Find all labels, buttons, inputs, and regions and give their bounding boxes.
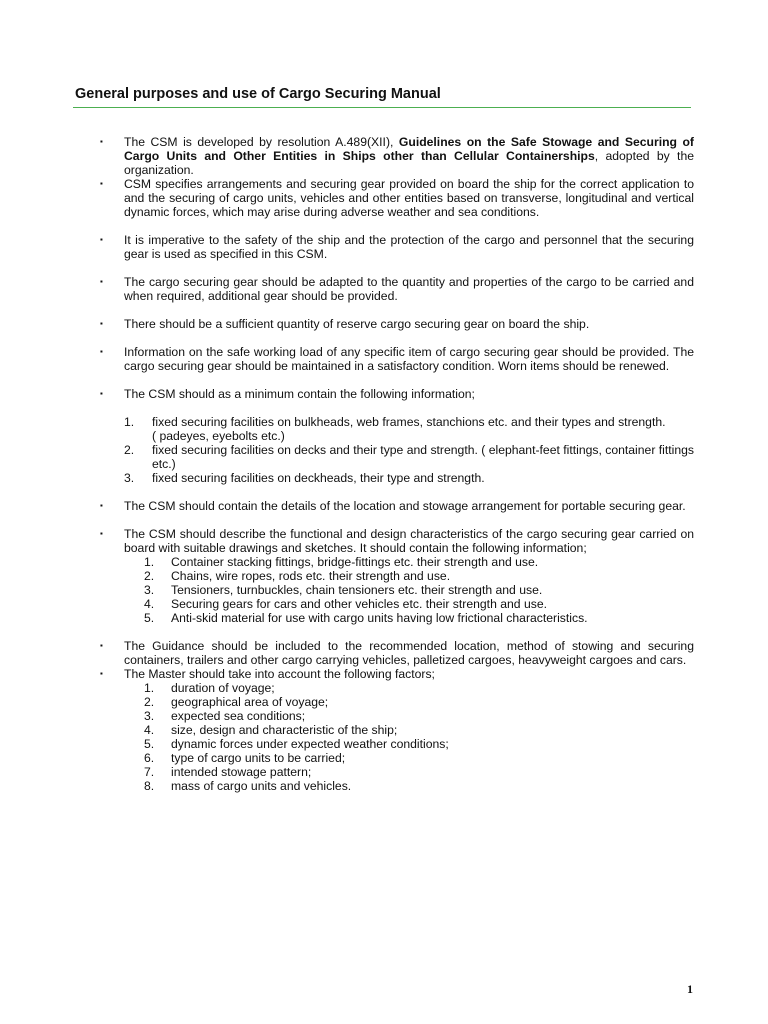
bullet-item [100, 387, 694, 401]
bullet-text: CSM specifies arrangements and securing gear provided on board the ship for the correct application to and the securing of cargo units, vehicles and other entities based on transverse, longitudinal and vertical dynamic forces, which may arise during adverse weather and sea conditions. [124, 177, 694, 219]
list-number: 5. [144, 737, 155, 751]
bullet-marker-icon: ▪ [100, 529, 103, 538]
numbered-list [144, 681, 694, 793]
list-text: expected sea conditions; [171, 709, 306, 723]
list-text: intended stowage pattern; [171, 765, 312, 779]
list-number: 8. [144, 779, 155, 793]
bullet-text: The CSM should describe the functional and design characteristics of the cargo securing gear carried on board with suitable drawings and sketches. It should contain the following information; [124, 527, 694, 555]
bullet-item [100, 177, 694, 219]
bullet-text: The Guidance should be included to the recommended location, method of stowing and securing containers, trailers and other cargo carrying vehicles, palletized cargoes, heavyweight cargoes and cars. [124, 639, 694, 667]
bullet-text: There should be a sufficient quantity of reserve cargo securing gear on board the ship. [124, 317, 590, 331]
numbered-list-item [144, 681, 694, 695]
document-body [100, 135, 694, 793]
bullet-marker-icon: ▪ [100, 347, 103, 356]
list-number: 6. [144, 751, 155, 765]
list-text: Securing gears for cars and other vehicles etc. their strength and use. [171, 597, 547, 611]
page-number: 1 [687, 982, 693, 996]
bullet-marker-icon: ▪ [100, 501, 103, 510]
bullet-item [100, 275, 694, 303]
numbered-list-item [144, 611, 694, 625]
bullet-text: The CSM is developed by resolution A.489(XII), [124, 135, 399, 149]
bullet-item [100, 667, 694, 681]
bullet-item [100, 135, 694, 177]
list-number: 1. [144, 555, 155, 569]
list-text: Anti-skid material for use with cargo units having low frictional characteristics. [171, 611, 588, 625]
numbered-list-item [144, 737, 694, 751]
bullet-text: It is imperative to the safety of the ship and the protection of the cargo and personnel that the securing gear is used as specified in this CSM. [124, 233, 694, 261]
list-text: fixed securing facilities on decks and their type and strength. ( elephant-feet fittings, container fittings etc.) [152, 443, 694, 471]
bullet-item [100, 527, 694, 555]
numbered-list [144, 555, 694, 625]
list-number: 3. [124, 471, 135, 485]
list-text: fixed securing facilities on deckheads, their type and strength. [152, 471, 485, 485]
list-text: size, design and characteristic of the ship; [171, 723, 398, 737]
list-text: mass of cargo units and vehicles. [171, 779, 352, 793]
numbered-list-item [144, 723, 694, 737]
list-text: Container stacking fittings, bridge-fittings etc. their strength and use. [171, 555, 539, 569]
numbered-list-item [144, 555, 694, 569]
bullet-item [100, 233, 694, 261]
numbered-list-item [144, 597, 694, 611]
heading-underline [73, 107, 691, 108]
numbered-list-item [144, 583, 694, 597]
numbered-list-item [144, 765, 694, 779]
list-text: duration of voyage; [171, 681, 275, 695]
page-heading: General purposes and use of Cargo Securing Manual [75, 86, 441, 102]
bullet-marker-icon: ▪ [100, 277, 103, 286]
bullet-text: The Master should take into account the following factors; [124, 667, 435, 681]
bullet-marker-icon: ▪ [100, 389, 103, 398]
bullet-marker-icon: ▪ [100, 179, 103, 188]
numbered-list [124, 415, 694, 485]
bullet-text: , adopted by the organization. [124, 149, 694, 177]
bullet-marker-icon: ▪ [100, 319, 103, 328]
list-number: 1. [124, 415, 135, 429]
bullet-marker-icon: ▪ [100, 641, 103, 650]
bullet-item [100, 639, 694, 667]
bullet-text: Information on the safe working load of any specific item of cargo securing gear should be provided. The cargo securing gear should be maintained in a satisfactory condition. Worn items should be renewed. [124, 345, 694, 373]
list-number: 1. [144, 681, 155, 695]
list-text: Tensioners, turnbuckles, chain tensioners etc. their strength and use. [171, 583, 543, 597]
list-number: 4. [144, 723, 155, 737]
numbered-list-item [124, 415, 694, 443]
bullet-marker-icon: ▪ [100, 235, 103, 244]
list-number: 2. [144, 695, 155, 709]
list-number: 3. [144, 583, 155, 597]
numbered-list-item [144, 709, 694, 723]
numbered-list-item [144, 569, 694, 583]
bullet-text: The cargo securing gear should be adapted to the quantity and properties of the cargo to be carried and when required, additional gear should be provided. [124, 275, 694, 303]
list-text: Chains, wire ropes, rods etc. their strength and use. [171, 569, 451, 583]
bullet-marker-icon: ▪ [100, 669, 103, 678]
list-number: 4. [144, 597, 155, 611]
list-text: ( padeyes, eyebolts etc.) [152, 429, 285, 443]
numbered-list-item [144, 779, 694, 793]
list-number: 5. [144, 611, 155, 625]
numbered-list-item [144, 695, 694, 709]
list-number: 3. [144, 709, 155, 723]
numbered-list-item [124, 471, 694, 485]
bullet-bold-text: Guidelines on the Safe Stowage and Securing of Cargo Units and Other Entities in Ships other than Cellular Containerships [124, 135, 694, 163]
list-text: type of cargo units to be carried; [171, 751, 346, 765]
bullet-item [100, 317, 694, 331]
bullet-marker-icon: ▪ [100, 137, 103, 146]
list-text: dynamic forces under expected weather conditions; [171, 737, 449, 751]
list-text: fixed securing facilities on bulkheads, web frames, stanchions etc. and their types and strength. [152, 415, 666, 429]
list-number: 7. [144, 765, 155, 779]
bullet-text: The CSM should as a minimum contain the following information; [124, 387, 475, 401]
numbered-list-item [144, 751, 694, 765]
numbered-list-item [124, 443, 694, 471]
list-number: 2. [124, 443, 135, 457]
bullet-item [100, 345, 694, 373]
list-number: 2. [144, 569, 155, 583]
bullet-item [100, 499, 694, 513]
bullet-text: The CSM should contain the details of the location and stowage arrangement for portable securing gear. [124, 499, 686, 513]
list-text: geographical area of voyage; [171, 695, 329, 709]
